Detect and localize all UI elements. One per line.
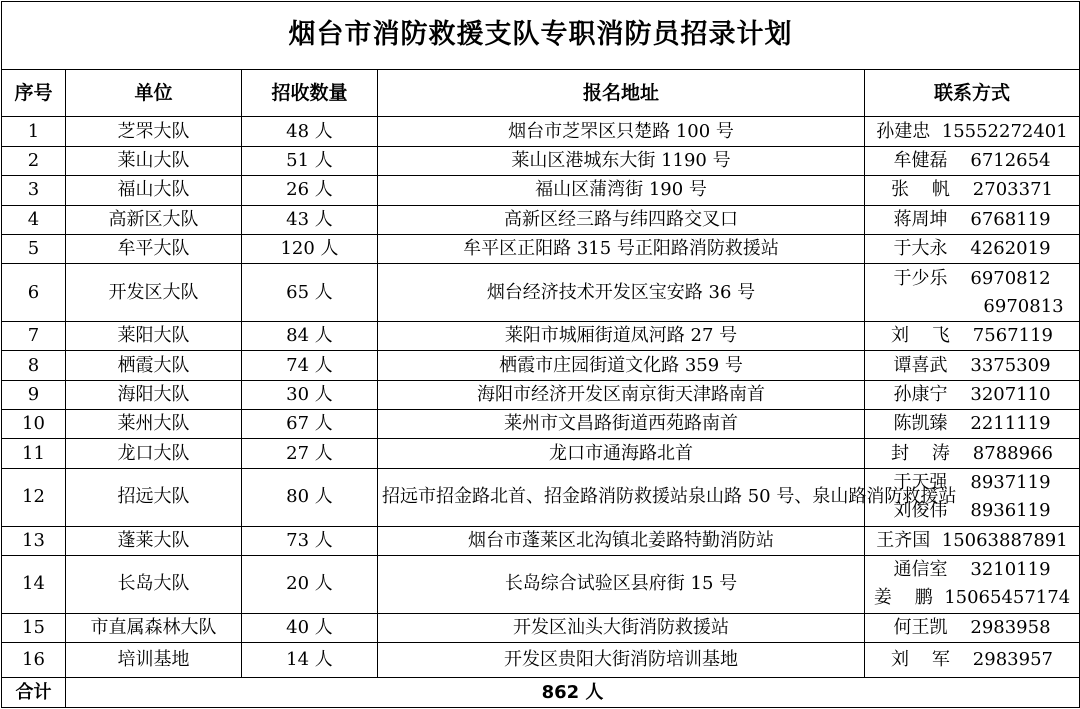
cell-quota: 27 人 <box>242 439 378 468</box>
cell-index: 6 <box>2 264 66 322</box>
table-row <box>2 410 1080 439</box>
address-line: 开发区汕头大街消防救援站 <box>513 616 729 638</box>
cell-contact <box>865 410 1080 439</box>
address-line: 龙口市通海路北首 <box>549 442 693 464</box>
contact-line: 刘 飞 7567119 <box>891 325 1053 347</box>
total-value: 862 人 <box>66 678 1080 708</box>
cell-contact <box>865 526 1080 555</box>
cell-unit: 莱阳大队 <box>66 321 242 350</box>
contact-line: 姜 鹏 15065457174 <box>873 587 1071 609</box>
cell-contact <box>865 176 1080 205</box>
cell-quota: 74 人 <box>242 351 378 380</box>
address-line: 莱阳市城厢街道凤河路 27 号 <box>504 325 738 347</box>
cell-address <box>378 380 865 409</box>
cell-quota: 65 人 <box>242 264 378 322</box>
address-line: 泉山路 50 号、泉山路消防救援站 <box>688 486 957 508</box>
cell-address <box>378 176 865 205</box>
cell-unit: 开发区大队 <box>66 264 242 322</box>
address-line: 招远市招金路北首、招金路消防救援站 <box>382 486 688 508</box>
cell-address <box>378 410 865 439</box>
header-address: 报名地址 <box>378 69 865 117</box>
address-line: 莱山区港城东大街 1190 号 <box>511 149 731 171</box>
cell-index: 2 <box>2 146 66 175</box>
cell-quota: 26 人 <box>242 176 378 205</box>
cell-quota: 20 人 <box>242 555 378 613</box>
cell-index: 4 <box>2 205 66 234</box>
header-contact: 联系方式 <box>865 69 1080 117</box>
cell-quota: 40 人 <box>242 613 378 642</box>
cell-index: 14 <box>2 555 66 613</box>
contact-line: 谭喜武 3375309 <box>893 354 1051 376</box>
table-row <box>2 526 1080 555</box>
cell-contact <box>865 146 1080 175</box>
cell-contact <box>865 321 1080 350</box>
cell-quota: 73 人 <box>242 526 378 555</box>
cell-contact <box>865 439 1080 468</box>
cell-contact <box>865 380 1080 409</box>
cell-address <box>378 264 865 322</box>
address-line: 福山区蒲湾街 190 号 <box>535 179 707 201</box>
cell-contact <box>865 613 1080 642</box>
address-line: 长岛综合试验区县府街 15 号 <box>504 573 738 595</box>
cell-contact <box>865 468 1080 526</box>
cell-contact <box>865 264 1080 322</box>
header-index: 序号 <box>2 69 66 117</box>
contact-line: 孙建忠 15552272401 <box>876 120 1068 142</box>
contact-line: 于大永 4262019 <box>893 238 1051 260</box>
contact-line: 于少乐 6970812 <box>893 267 1051 289</box>
cell-quota: 120 人 <box>242 234 378 263</box>
cell-unit: 市直属森林大队 <box>66 613 242 642</box>
table-row <box>2 555 1080 613</box>
table-row <box>2 468 1080 526</box>
address-line: 牟平区正阳路 315 号正阳路消防救援站 <box>463 238 779 260</box>
contact-line: 陈凯臻 2211119 <box>893 413 1051 435</box>
cell-index: 12 <box>2 468 66 526</box>
cell-index: 9 <box>2 380 66 409</box>
table-row <box>2 321 1080 350</box>
address-line: 烟台经济技术开发区宝安路 36 号 <box>486 281 756 303</box>
cell-quota: 51 人 <box>242 146 378 175</box>
table-row <box>2 264 1080 322</box>
cell-quota: 67 人 <box>242 410 378 439</box>
cell-contact <box>865 642 1080 677</box>
table-row <box>2 380 1080 409</box>
contact-line: 通信室 3210119 <box>893 559 1051 581</box>
cell-unit: 芝罘大队 <box>66 117 242 146</box>
cell-index: 16 <box>2 642 66 677</box>
cell-contact <box>865 234 1080 263</box>
cell-unit: 龙口大队 <box>66 439 242 468</box>
cell-address <box>378 642 865 677</box>
cell-index: 13 <box>2 526 66 555</box>
cell-unit: 海阳大队 <box>66 380 242 409</box>
contact-line: 封 涛 8788966 <box>891 442 1053 464</box>
cell-index: 8 <box>2 351 66 380</box>
table-row <box>2 439 1080 468</box>
table-row <box>2 117 1080 146</box>
cell-unit: 牟平大队 <box>66 234 242 263</box>
header-quota: 招收数量 <box>242 69 378 117</box>
cell-contact <box>865 117 1080 146</box>
table-row <box>2 642 1080 677</box>
address-line: 烟台市蓬莱区北沟镇北姜路特勤消防站 <box>468 529 774 551</box>
cell-contact <box>865 205 1080 234</box>
cell-index: 15 <box>2 613 66 642</box>
cell-address <box>378 117 865 146</box>
total-label: 合计 <box>2 678 66 708</box>
contact-line: 孙康宁 3207110 <box>893 383 1051 405</box>
table-row <box>2 146 1080 175</box>
cell-unit: 蓬莱大队 <box>66 526 242 555</box>
cell-address <box>378 321 865 350</box>
contact-line: 6970813 <box>880 295 1064 317</box>
cell-unit: 莱山大队 <box>66 146 242 175</box>
cell-index: 3 <box>2 176 66 205</box>
cell-index: 7 <box>2 321 66 350</box>
address-line: 开发区贵阳大街消防培训基地 <box>504 649 738 671</box>
contact-line: 刘 军 2983957 <box>891 649 1053 671</box>
contact-line: 何王凯 2983958 <box>893 616 1051 638</box>
cell-address <box>378 234 865 263</box>
address-line: 栖霞市庄园街道文化路 359 号 <box>499 354 743 376</box>
cell-contact <box>865 555 1080 613</box>
address-line: 莱州市文昌路街道西苑路南首 <box>504 413 738 435</box>
cell-unit: 招远大队 <box>66 468 242 526</box>
contact-line: 张 帆 2703371 <box>891 179 1053 201</box>
contact-line: 刘俊伟 8936119 <box>893 500 1051 522</box>
table-row <box>2 351 1080 380</box>
cell-unit: 高新区大队 <box>66 205 242 234</box>
cell-quota: 80 人 <box>242 468 378 526</box>
cell-quota: 43 人 <box>242 205 378 234</box>
cell-quota: 30 人 <box>242 380 378 409</box>
table-row <box>2 613 1080 642</box>
cell-quota: 48 人 <box>242 117 378 146</box>
table-title: 烟台市消防救援支队专职消防员招录计划 <box>2 2 1080 70</box>
cell-address <box>378 351 865 380</box>
table-row <box>2 234 1080 263</box>
cell-address <box>378 205 865 234</box>
recruitment-plan-table <box>1 1 1080 708</box>
title-row <box>2 2 1080 70</box>
cell-address <box>378 146 865 175</box>
cell-address <box>378 468 957 526</box>
contact-line: 蒋周坤 6768119 <box>893 208 1051 230</box>
table-row <box>2 205 1080 234</box>
cell-unit: 培训基地 <box>66 642 242 677</box>
cell-index: 1 <box>2 117 66 146</box>
contact-line: 于天强 8937119 <box>893 472 1051 494</box>
total-row <box>2 678 1080 708</box>
cell-contact <box>865 351 1080 380</box>
address-line: 烟台市芝罘区只楚路 100 号 <box>508 120 734 142</box>
cell-address <box>378 555 865 613</box>
cell-unit: 长岛大队 <box>66 555 242 613</box>
cell-address <box>378 613 865 642</box>
cell-quota: 14 人 <box>242 642 378 677</box>
cell-index: 11 <box>2 439 66 468</box>
header-row <box>2 69 1080 117</box>
address-line: 海阳市经济开发区南京街天津路南首 <box>477 383 765 405</box>
cell-index: 5 <box>2 234 66 263</box>
contact-line: 牟健磊 6712654 <box>893 149 1051 171</box>
header-unit: 单位 <box>66 69 242 117</box>
contact-line: 王齐国 15063887891 <box>876 529 1068 551</box>
cell-unit: 莱州大队 <box>66 410 242 439</box>
cell-index: 10 <box>2 410 66 439</box>
cell-unit: 福山大队 <box>66 176 242 205</box>
address-line: 高新区经三路与纬四路交叉口 <box>504 208 738 230</box>
table-row <box>2 176 1080 205</box>
cell-address <box>378 439 865 468</box>
cell-unit: 栖霞大队 <box>66 351 242 380</box>
cell-quota: 84 人 <box>242 321 378 350</box>
cell-address <box>378 526 865 555</box>
